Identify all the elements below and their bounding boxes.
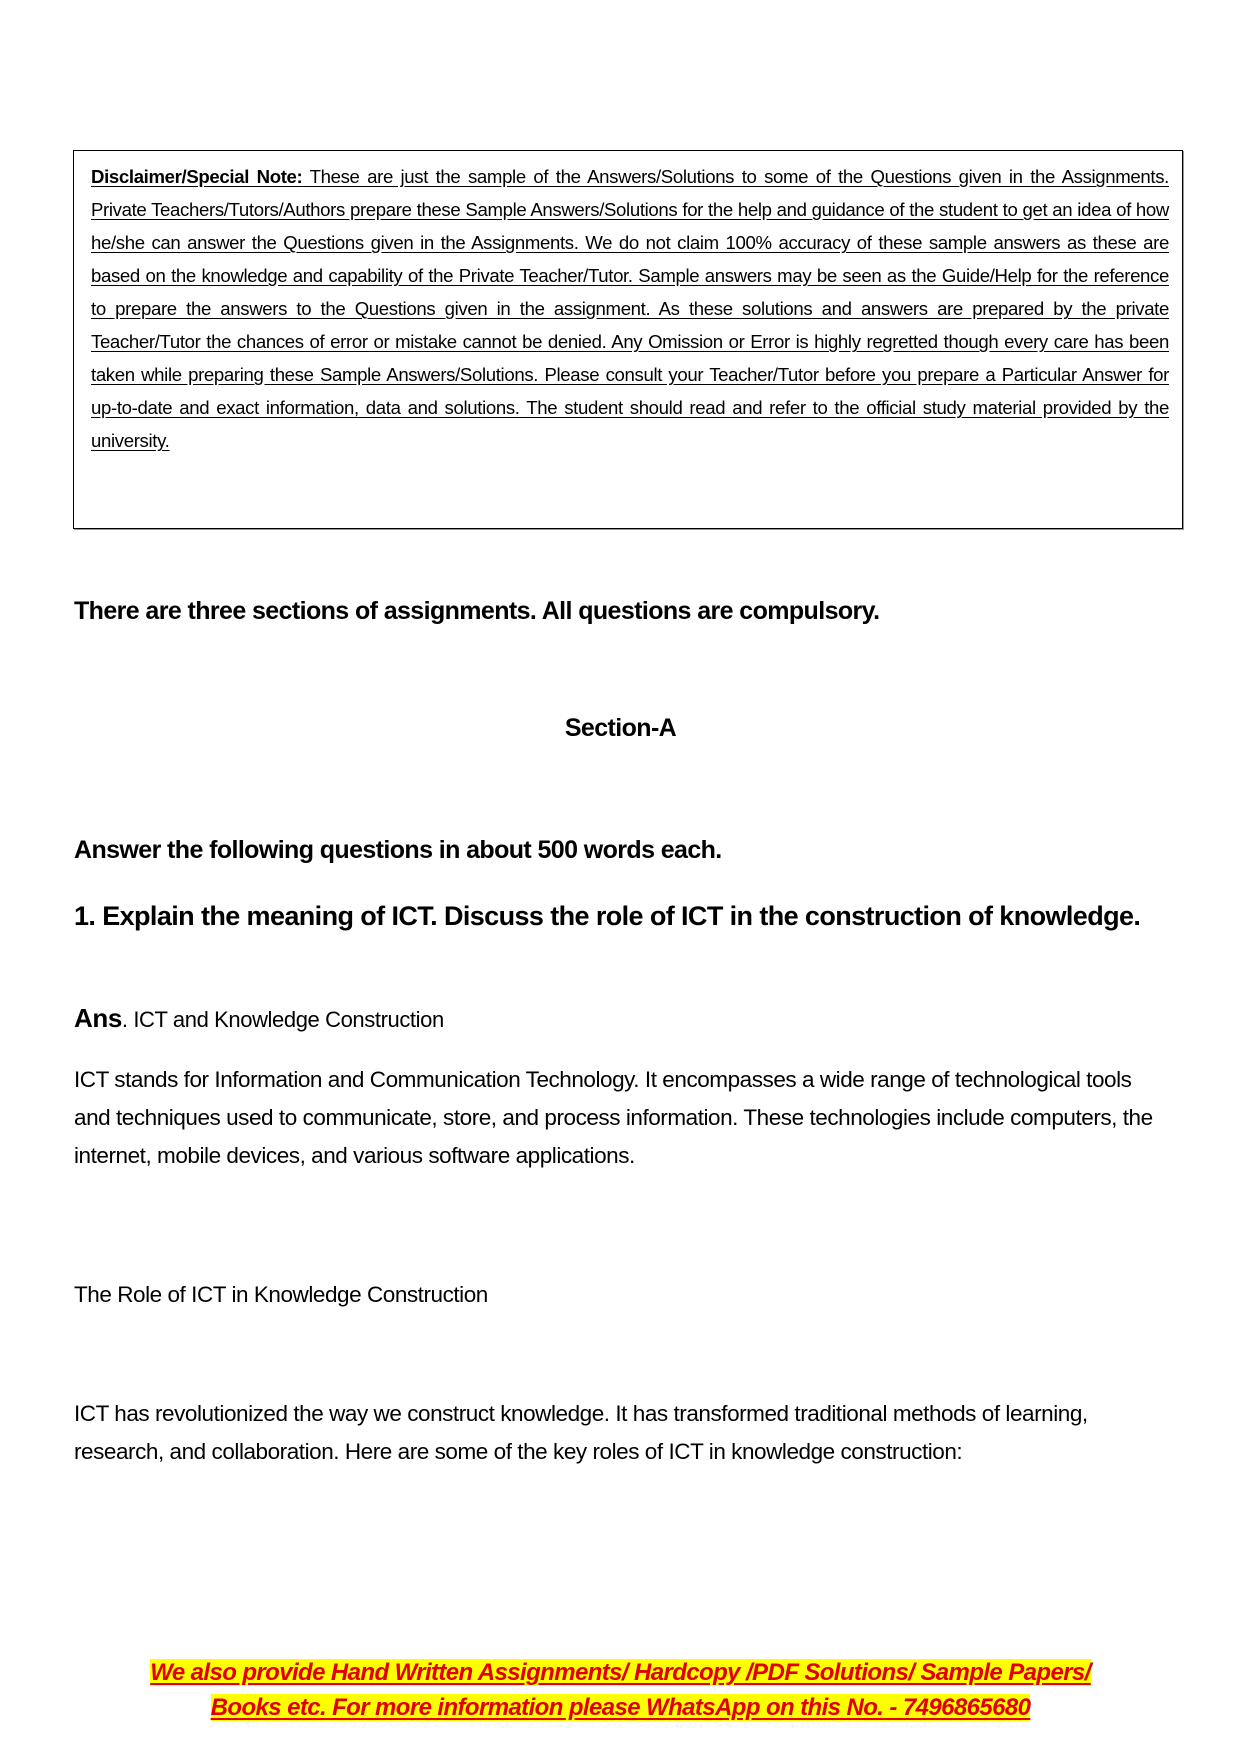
- promo-line-1: We also provide Hand Written Assignments/ Hardcopy /PDF Solutions/ Sample Papers/: [150, 1659, 1091, 1686]
- instruction-text: Answer the following questions in about 500 words each.: [74, 836, 722, 864]
- question-heading: 1. Explain the meaning of ICT. Discuss the role of ICT in the construction of knowledge.: [74, 901, 1141, 931]
- answer-title: . ICT and Knowledge Construction: [121, 1007, 444, 1032]
- answer-paragraph-2: ICT has revolutionized the way we construct knowledge. It has transformed traditional methods of learning, research, and collaboration. Here are some of the key roles of ICT in knowledge construction:: [74, 1401, 1088, 1464]
- promo-footer: [0, 1655, 1241, 1725]
- disclaimer-body: These are just the sample of the Answers/Solutions to some of the Questions given in the Assignments. Private Teachers/Tutors/Authors prepare these Sample Answers/Solutions for the help and guidance of the student to get an idea of how he/she can answer the Questions given in the Assignments. We do not claim 100% accuracy of these sample answers as these are based on the knowledge and capability of the Private Teacher/Tutor. Sample answers may be seen as the Guide/Help for the reference to prepare the answers to the Questions given in the assignment. As these solutions and answers are prepared by the private Teacher/Tutor the chances of error or mistake cannot be denied. Any Omission or Error is highly regretted though every care has been taken while preparing these Sample Answers/Solutions. Please consult your Teacher/Tutor before you prepare a Particular Answer for up-to-date and exact information, data and solutions. The student should read and refer to the official study material provided by the university.: [91, 166, 1169, 451]
- answer-paragraph-1: ICT stands for Information and Communication Technology. It encompasses a wide range of technological tools and techniques used to communicate, store, and process information. These technologies include computers, the internet, mobile devices, and various software applications.: [74, 1067, 1153, 1168]
- answer-subheading: The Role of ICT in Knowledge Construction: [74, 1282, 488, 1307]
- answer-heading: [74, 1003, 444, 1034]
- section-title: Section-A: [564, 714, 677, 742]
- disclaimer-text: [91, 160, 1169, 457]
- disclaimer-label: Disclaimer/Special Note:: [91, 166, 303, 187]
- answer-label: Ans: [74, 1003, 122, 1033]
- promo-line-2: Books etc. For more information please WhatsApp on this No. - 7496865680: [210, 1694, 1031, 1721]
- disclaimer-box: [73, 150, 1183, 529]
- intro-text: There are three sections of assignments. All questions are compulsory.: [74, 597, 880, 625]
